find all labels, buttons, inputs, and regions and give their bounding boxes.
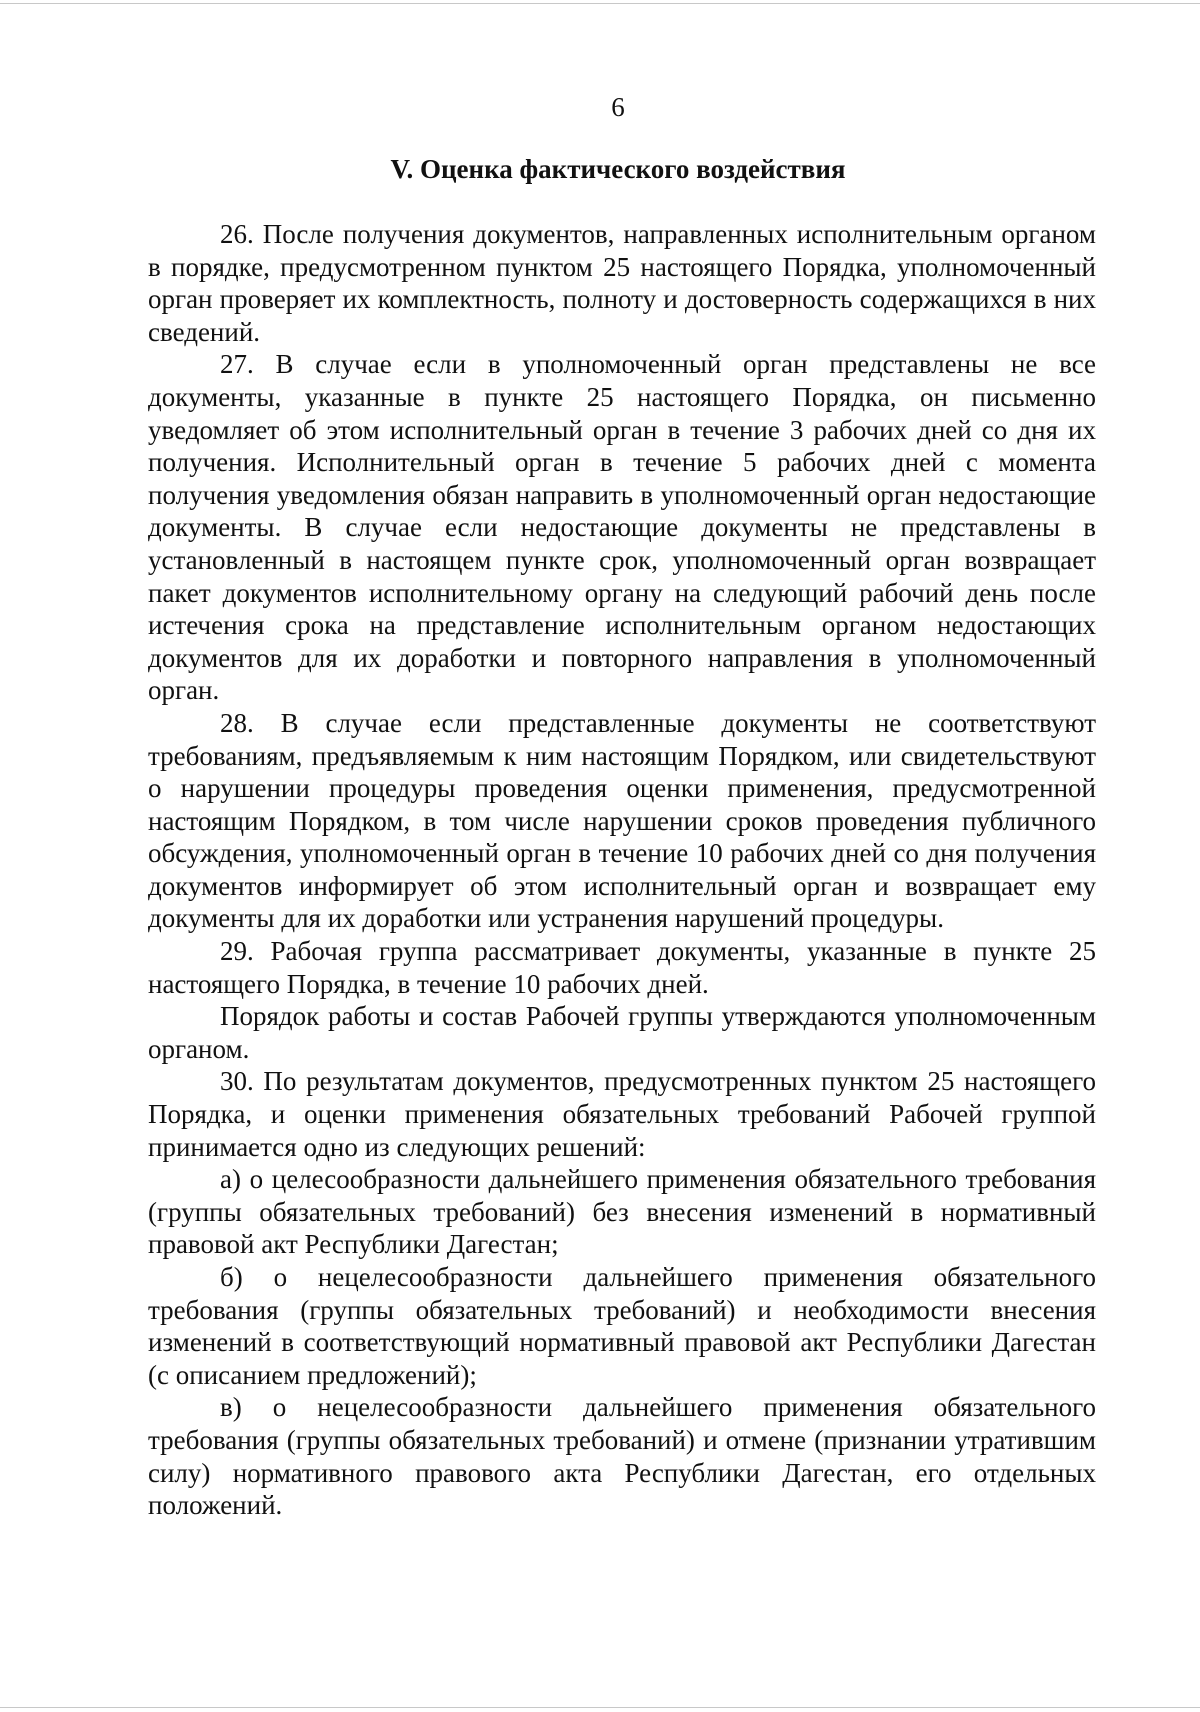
scan-edge-bottom	[0, 1707, 1200, 1708]
paragraph-28: 28. В случае если представленные документы не соответствуют требованиям, предъявляемым к ним настоящим Порядком, или свидетельствуют о нарушении процедуры проведения оценки применения, предусмотренной настоящим Порядком, в том числе нарушении сроков проведения публичного обсуждения, уполномоченный орган в течение 10 рабочих дней со дня получения документов информирует об этом исполнительный орган и возвращает ему документы для их доработки или устранения нарушений процедуры.	[148, 707, 1096, 934]
document-body	[148, 218, 1096, 1522]
paragraph-30: 30. По результатам документов, предусмотренных пунктом 25 настоящего Порядка, и оценки применения обязательных требований Рабочей группой принимается одно из следующих решений:	[148, 1066, 1096, 1162]
paragraph-30-v: в) о нецелесообразности дальнейшего применения обязательного требования (группы обязательных требований) и отмене (признании утратившим силу) нормативного правового акта Республики Дагестан, его отдельных положений.	[148, 1392, 1096, 1521]
scan-edge-top	[0, 3, 1200, 4]
section-title: V. Оценка фактического воздействия	[390, 154, 846, 184]
paragraph-30-a: а) о целесообразности дальнейшего применения обязательного требования (группы обязательных требований) без внесения изменений в нормативный правовой акт Республики Дагестан;	[148, 1164, 1096, 1260]
paragraph-27: 27. В случае если в уполномоченный орган представлены не все документы, указанные в пункте 25 настоящего Порядка, он письменно уведомляет об этом исполнительный орган в течение 3 рабочих дней со дня их получения. Исполнительный орган в течение 5 рабочих дней с момента получения уведомления обязан направить в уполномоченный орган недостающие документы. В случае если недостающие документы не представлены в установленный в настоящем пункте срок, уполномоченный орган возвращает пакет документов исполнительному органу на следующий рабочий день после истечения срока на представление исполнительным органом недостающих документов для их доработки и повторного направления в уполномоченный орган.	[148, 349, 1096, 706]
paragraph-29-working-group: Порядок работы и состав Рабочей группы утверждаются уполномоченным органом.	[148, 1001, 1096, 1064]
paragraph-26: 26. После получения документов, направленных исполнительным органом в порядке, предусмотренном пунктом 25 настоящего Порядка, уполномоченный орган проверяет их комплектность, полноту и достоверность содержащихся в них сведений.	[148, 219, 1096, 347]
paragraph-29: 29. Рабочая группа рассматривает документы, указанные в пункте 25 настоящего Порядка, в течение 10 рабочих дней.	[148, 936, 1096, 999]
page-number: 6	[611, 92, 625, 122]
paragraph-30-b: б) о нецелесообразности дальнейшего применения обязательного требования (группы обязательных требований) и необходимости внесения изменений в соответствующий нормативный правовой акт Республики Дагестан (с описанием предложений);	[148, 1262, 1096, 1390]
